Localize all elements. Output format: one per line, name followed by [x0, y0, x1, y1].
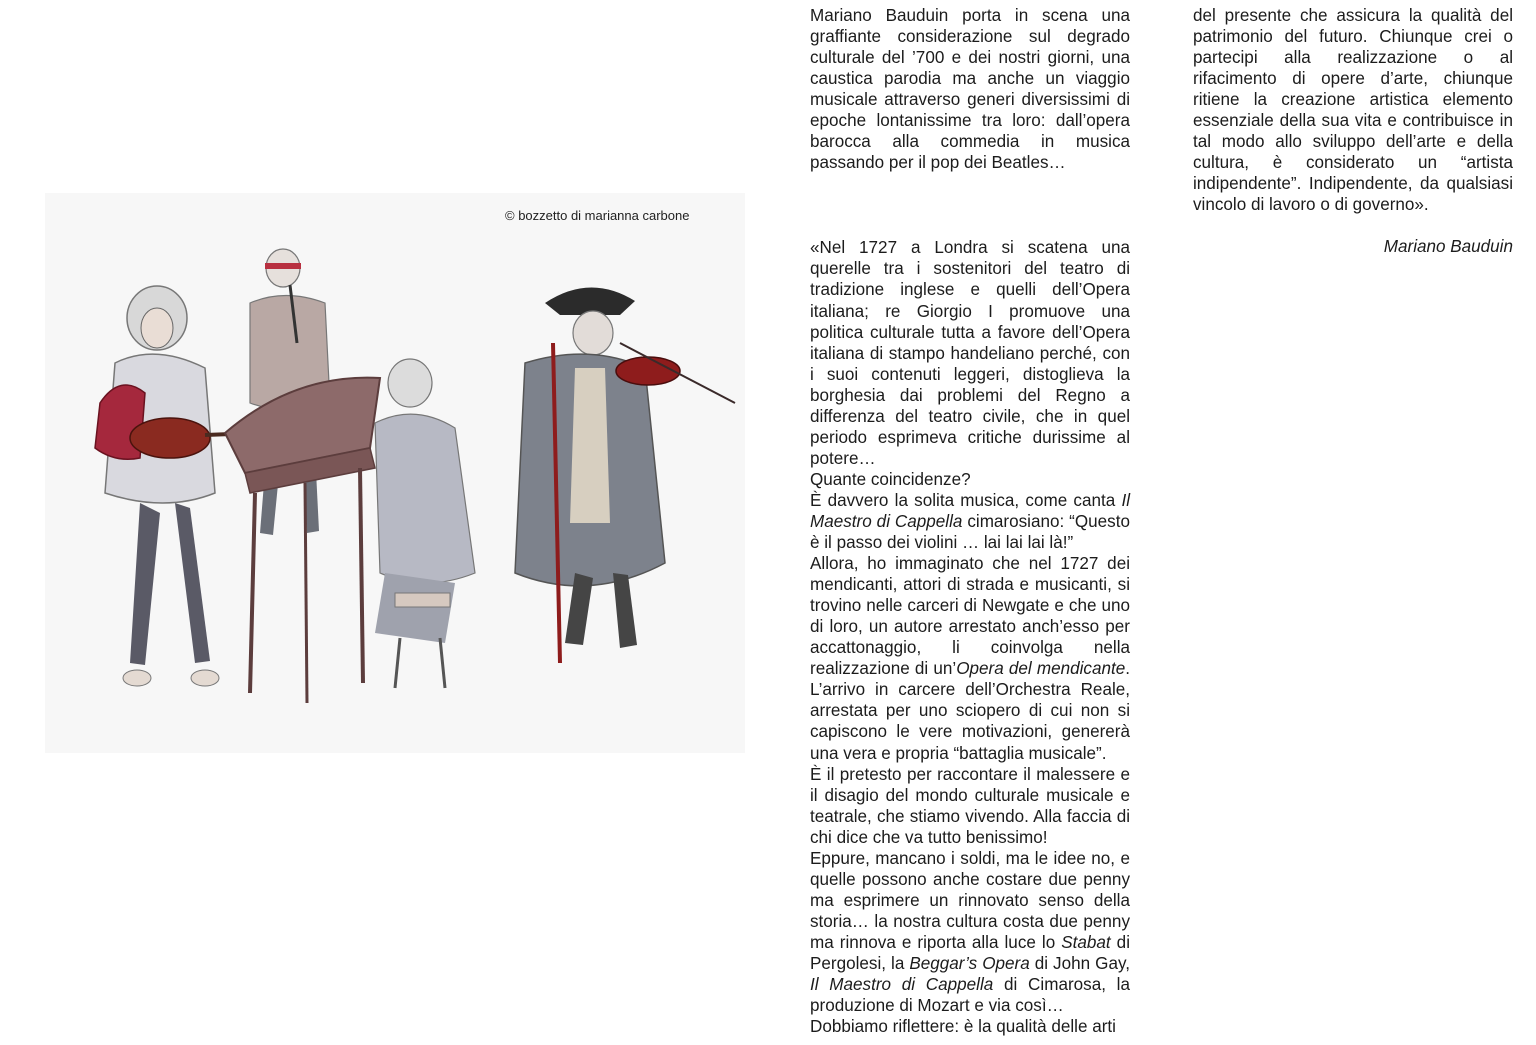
quote-paragraph-6: [810, 848, 1130, 1016]
musicians-illustration: [45, 193, 745, 753]
title-italic: Stabat: [1061, 932, 1111, 952]
text-span: di Cimarosa, la produzione di Mozart e via così…: [810, 975, 1130, 1016]
text-span: cimarosiano: “Questo è il passo dei violini … lai lai lai là!”: [810, 511, 1130, 553]
text-span: . L’arrivo in carcere dell’Orchestra Reale, arrestata per uno sciopero di cui non si capiscono le vere motivazioni, genererà una vera e propria “battaglia musicale”.: [810, 659, 1130, 763]
quote-paragraph-2: Quante coincidenze?: [810, 469, 971, 489]
harpsichord-figure: [225, 378, 380, 703]
title-italic: Il Maestro di Cappella: [810, 975, 994, 995]
quote-paragraph-7: Dobbiamo riflettere: è la qualità delle arti: [810, 1017, 1116, 1037]
title-italic: Beggar’s Opera: [909, 953, 1030, 973]
title-italic: Opera del mendicante: [956, 659, 1126, 679]
text-span: Allora, ho immaginato che nel 1727 dei mendicanti, attori di strada e musicanti, si trovino nelle carceri di Newgate e che uno di loro, un autore arrestato anch’esso per accattonaggio, li coinvolga nella realizzazione di un’: [810, 554, 1130, 679]
quote-paragraph-1: «Nel 1727 a Londra si scatena una querelle tra i sostenitori del teatro di tradizione inglese e quelli dell’Opera italiana; re Giorgio I promuove una politica culturale tutta a favore dell’Opera italiana di stampo handeliano perché, con i suoi contenuti leggeri, distoglieva la borghesia dai problemi del Regno a differenza del teatro civile, che in quel periodo esprimeva critiche durissime al potere…: [810, 238, 1130, 468]
mandolin-player-figure: [95, 286, 260, 686]
text-span: di John Gay,: [1029, 953, 1130, 973]
article-column-right: [1193, 5, 1513, 258]
harpsichord-player-figure: [375, 359, 475, 688]
article-column-middle: [810, 5, 1130, 1037]
violinist-figure: [515, 287, 735, 663]
quote-paragraph-4: [810, 553, 1130, 763]
title-italic: Il Maestro di Cappella: [810, 490, 1130, 531]
quote-paragraph-3: [810, 490, 1130, 553]
text-span: È davvero la solita musica, come canta: [810, 490, 1122, 510]
quote-paragraph-5: È il pretesto per raccontare il malessere e il disagio del mondo culturale musicale e teatrale, che stiamo vivendo. Alla faccia di chi dice che va tutto benissimo!: [810, 764, 1130, 847]
continuation-paragraph: del presente che assicura la qualità del patrimonio del futuro. Chiunque crei o partecipi alla realizzazione o al rifacimento di opere d’arte, chiunque ritiene la creazione artistica elemento essenziale della sua vita e contribuisce in tal modo allo sviluppo dell’arte e della cultura, è considerato un “artista indipendente”. Indipendente, da qualsiasi vincolo di lavoro o di governo».: [1193, 6, 1513, 215]
musicians-sketch: [45, 193, 745, 753]
intro-paragraph: Mariano Bauduin porta in scena una graffiante considerazione sul degrado culturale del ’700 e dei nostri giorni, una caustica parodia ma anche un viaggio musicale attraverso generi diversissimi di epoche lontanissime tra loro: dall’opera barocca alla commedia in musica passando per il pop dei Beatles…: [810, 6, 1130, 173]
text-span: Eppure, mancano i soldi, ma le idee no, e quelle possono anche costare due penny ma esprimere un rinnovato senso della storia… la nostra cultura costa due penny ma rinnova e riporta alla luce lo: [810, 848, 1130, 952]
text-span: di Pergolesi, la: [810, 932, 1130, 973]
author-signature: Mariano Bauduin: [1383, 237, 1513, 257]
illustration-caption: © bozzetto di marianna carbone: [505, 208, 690, 223]
